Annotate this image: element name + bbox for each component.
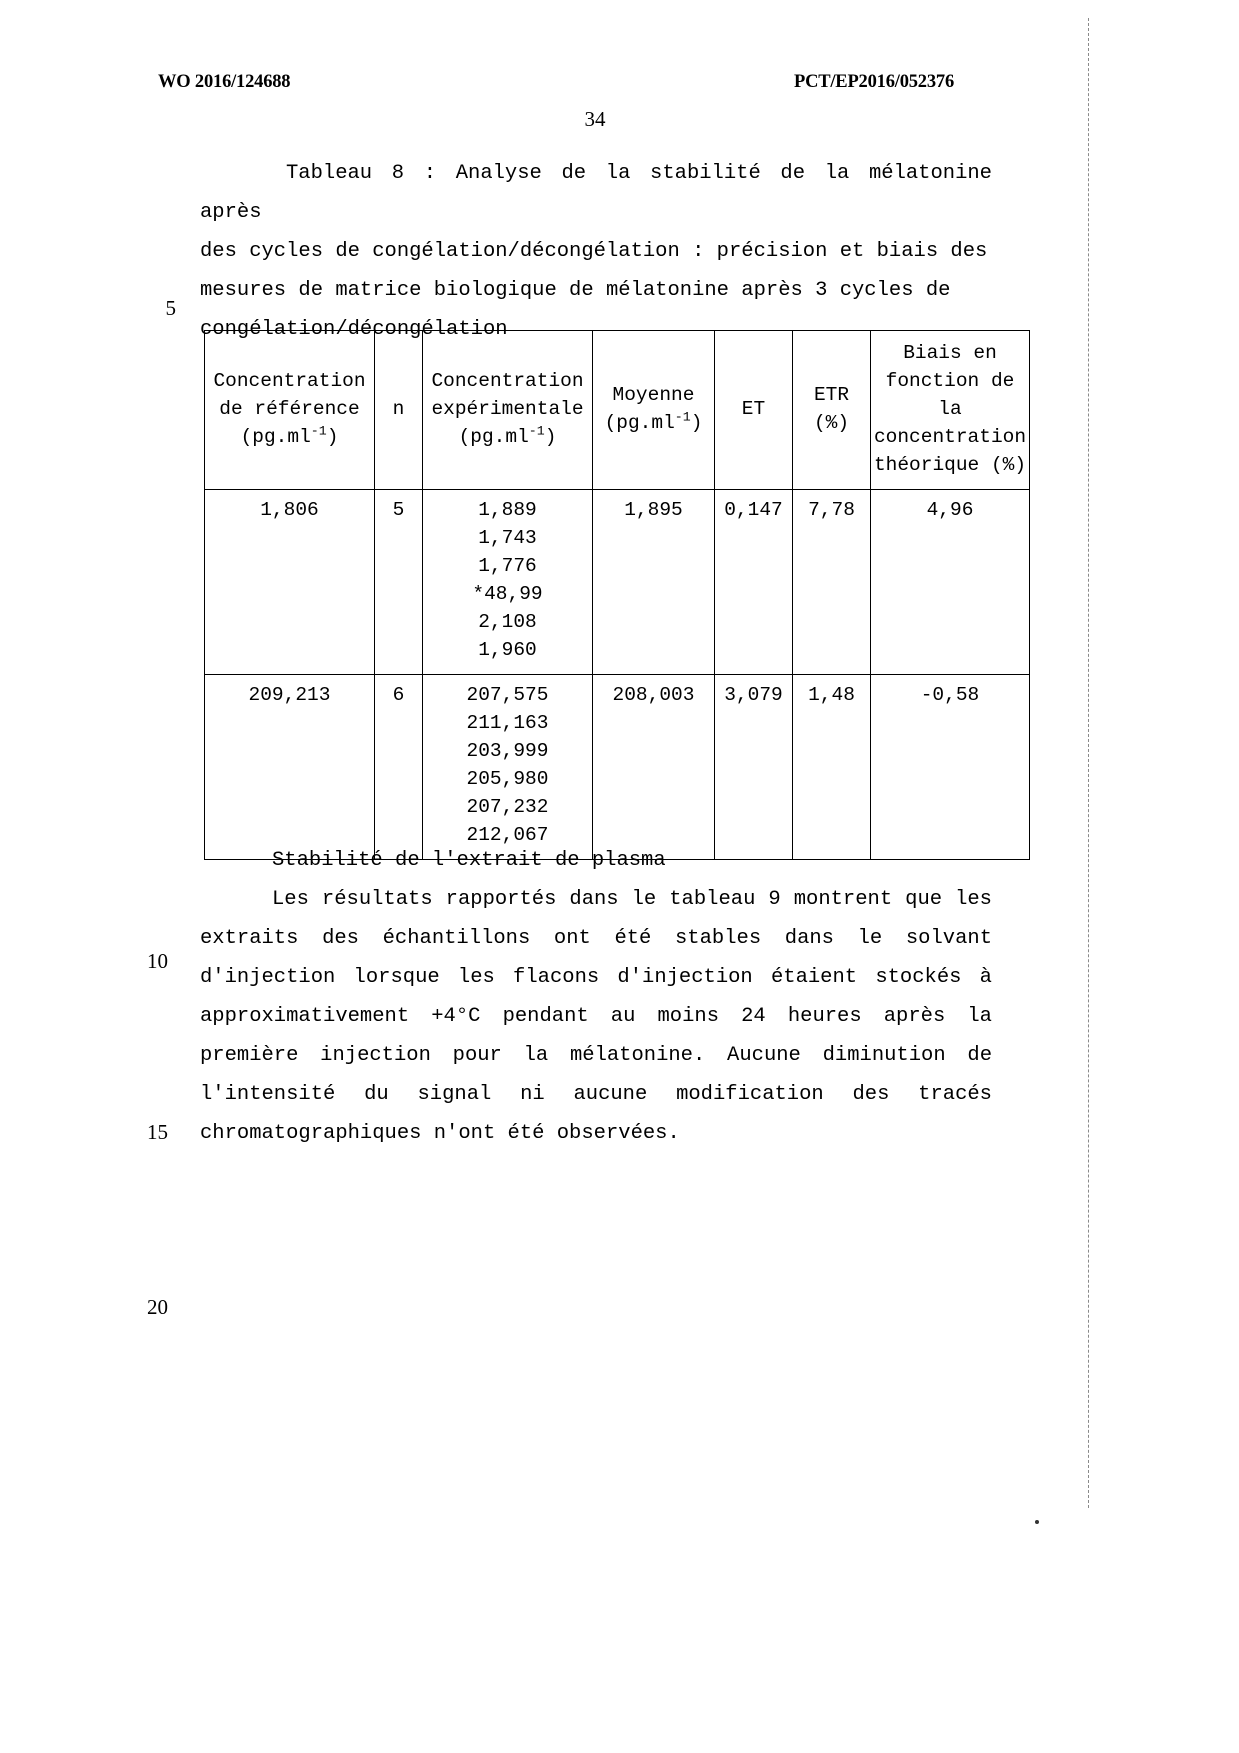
- line-number-20: 20: [147, 1295, 168, 1319]
- table-8-wrapper: [204, 330, 1029, 860]
- header-et: ET: [715, 331, 793, 490]
- cell-etr: 1,48: [793, 675, 871, 860]
- table-header-row: [205, 331, 1030, 490]
- hdr-exp-unit: [425, 423, 590, 451]
- hdr-ref-unit-prefix: (pg.ml: [240, 426, 311, 448]
- caption-line-4: congélation/décongélation: [200, 318, 508, 341]
- table-caption: [200, 154, 992, 349]
- cell-mean: 1,895: [593, 490, 715, 675]
- exp-value: 207,232: [466, 796, 549, 818]
- hdr-mean-unit-sup: -1: [674, 409, 691, 425]
- cell-experimental-values: [423, 675, 593, 860]
- hdr-etr-line1: ETR: [813, 384, 850, 406]
- exp-value: 1,743: [478, 527, 537, 549]
- exp-value: 1,960: [478, 639, 537, 661]
- cell-mean: 208,003: [593, 675, 715, 860]
- exp-value: 207,575: [466, 684, 549, 706]
- header-n: n: [375, 331, 423, 490]
- hdr-etr-line2: (%): [813, 412, 850, 434]
- body-paragraph: Les résultats rapportés dans le tableau 9 montrent que les extraits des échantillons ont été stables dans le solvant d'injection lorsque les flacons d'injection étaient stockés à approximativement +4°C pendant au moins 24 heures après la première injection pour la mélatonine. Aucune diminution de l'intensité du signal ni aucune modification des tracés chromatographiques n'ont été observées.: [200, 888, 992, 1145]
- hdr-mean-unit: [595, 409, 712, 437]
- exp-value: 205,980: [466, 768, 549, 790]
- cell-bias: -0,58: [871, 675, 1030, 860]
- line-number-10: 10: [147, 949, 168, 973]
- hdr-mean-unit-prefix: (pg.ml: [604, 412, 675, 434]
- cell-reference-concentration: 209,213: [205, 675, 375, 860]
- header-etr: [793, 331, 871, 490]
- hdr-bias-line4: concentration: [873, 426, 1027, 448]
- hdr-mean-line1: Moyenne: [612, 384, 695, 406]
- hdr-exp-unit-sup: -1: [528, 423, 545, 439]
- header-experimental-concentration: [423, 331, 593, 490]
- margin-dot: [1035, 1520, 1039, 1524]
- hdr-ref-unit-sup: -1: [310, 423, 327, 439]
- exp-value: 1,889: [478, 499, 537, 521]
- cell-etr: 7,78: [793, 490, 871, 675]
- hdr-exp-unit-prefix: (pg.ml: [458, 426, 529, 448]
- document-header: [158, 72, 954, 93]
- exp-value: 203,999: [466, 740, 549, 762]
- hdr-exp-unit-suffix: ): [544, 426, 557, 448]
- cell-bias: 4,96: [871, 490, 1030, 675]
- hdr-ref-line1: Concentration: [213, 370, 366, 392]
- hdr-bias-line5: théorique (%): [873, 454, 1027, 476]
- application-number: PCT/EP2016/052376: [793, 72, 954, 92]
- hdr-exp-line2: expérimentale: [431, 398, 584, 420]
- header-mean: [593, 331, 715, 490]
- body-text-block: [200, 841, 992, 1153]
- hdr-bias-line3: la: [938, 398, 962, 420]
- hdr-ref-line2: de référence: [219, 398, 360, 420]
- page-number: 34: [584, 107, 606, 131]
- hdr-ref-unit: [207, 423, 372, 451]
- cell-experimental-values: [423, 490, 593, 675]
- hdr-mean-unit-suffix: ): [690, 412, 703, 434]
- cell-et: 3,079: [715, 675, 793, 860]
- exp-value: *48,99: [472, 583, 543, 605]
- stability-table: [204, 330, 1030, 860]
- line-number-15: 15: [147, 1120, 168, 1144]
- hdr-bias-line1: Biais en: [903, 342, 997, 364]
- exp-value: 1,776: [478, 555, 537, 577]
- right-margin-rule: [1088, 18, 1089, 1508]
- header-reference-concentration: [205, 331, 375, 490]
- table-row: [205, 490, 1030, 675]
- exp-value: 212,067: [466, 824, 549, 846]
- cell-reference-concentration: 1,806: [205, 490, 375, 675]
- caption-line-1: Tableau 8 : Analyse de la stabilité de la mélatonine après: [200, 162, 992, 224]
- exp-value: 2,108: [478, 611, 537, 633]
- cell-et: 0,147: [715, 490, 793, 675]
- cell-n: 5: [375, 490, 423, 675]
- line-number-5: 5: [165, 296, 176, 320]
- caption-line-3: mesures de matrice biologique de mélatonine après 3 cycles de: [200, 279, 951, 302]
- hdr-exp-line1: Concentration: [431, 370, 584, 392]
- header-bias: [871, 331, 1030, 490]
- table-row: [205, 675, 1030, 860]
- publication-number: WO 2016/124688: [158, 72, 291, 92]
- hdr-bias-line2: fonction de: [885, 370, 1015, 392]
- body-subheading: Stabilité de l'extrait de plasma: [272, 849, 666, 872]
- exp-value: 211,163: [466, 712, 549, 734]
- hdr-ref-unit-suffix: ): [326, 426, 339, 448]
- cell-n: 6: [375, 675, 423, 860]
- caption-line-2: des cycles de congélation/décongélation : précision et biais des: [200, 240, 988, 263]
